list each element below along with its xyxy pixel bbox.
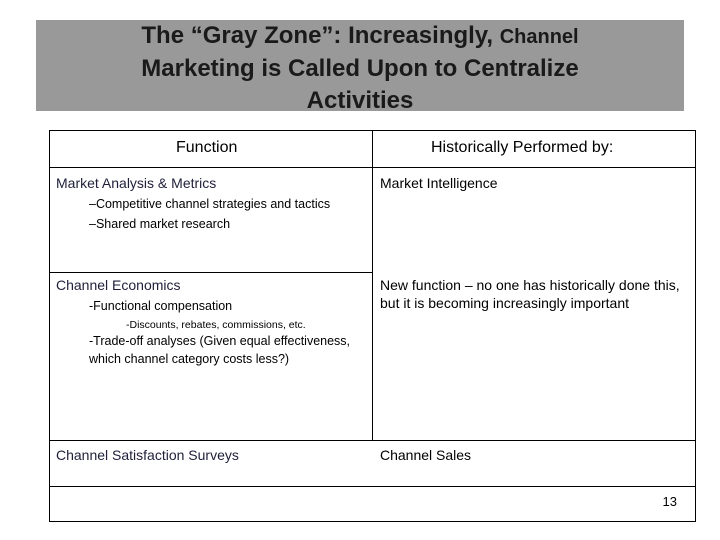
header-function: Function — [176, 139, 238, 156]
row-3-performed-by: Channel Sales — [380, 447, 472, 463]
title-line-1-small: Channel — [499, 26, 579, 48]
row-divider-1 — [50, 272, 372, 273]
header-performed-by: Historically Performed by: — [431, 139, 614, 156]
slide-title — [36, 20, 684, 117]
column-divider — [372, 131, 373, 440]
title-line-3: Activities — [306, 87, 414, 114]
page-number: 13 — [662, 494, 677, 509]
row-divider-3 — [50, 486, 695, 487]
title-line-2: Marketing is Called Upon to Centralize — [141, 55, 579, 82]
row-divider-2 — [50, 440, 695, 441]
header-divider — [50, 167, 695, 168]
row-1-detail-1: –Competitive channel strategies and tactics — [89, 197, 331, 211]
row-2-function: Channel Economics — [56, 277, 181, 293]
row-1-function: Market Analysis & Metrics — [56, 175, 217, 191]
row-2-detail-1: -Functional compensation — [89, 299, 233, 313]
title-line-1: The “Gray Zone”: Increasingly, — [141, 22, 500, 49]
row-2-performed-by: New function – no one has historically done this, but it is becoming increasingly important — [380, 277, 680, 311]
row-3-function: Channel Satisfaction Surveys — [56, 447, 239, 463]
row-1-performed-by: Market Intelligence — [380, 175, 498, 191]
row-2-detail-3: -Trade-off analyses (Given equal effectiveness, which channel category costs less?) — [89, 334, 351, 366]
function-table — [49, 130, 696, 522]
row-2-detail-2: -Discounts, rebates, commissions, etc. — [126, 319, 306, 331]
row-1-detail-2: –Shared market research — [89, 217, 231, 231]
